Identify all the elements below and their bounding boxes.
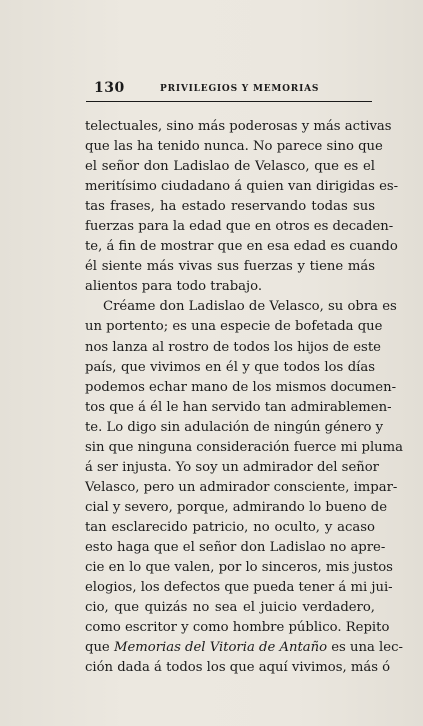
- book-title: Memorias del Vitoria de Antaño: [113, 640, 328, 656]
- text-line: tas frases, ha estado reservando todas sus: [85, 199, 375, 215]
- text-line: alientos para todo trabajo.: [85, 279, 263, 295]
- text-before-title: que: [85, 640, 114, 656]
- text-line: como escritor y como hombre público. Repito: [85, 620, 390, 636]
- text-line: elogios, los defectos que pueda tener á mi jui-: [85, 580, 393, 596]
- text-line: tos que á él le han servido tan admirablemen-: [85, 399, 392, 415]
- text-line: Velasco, pero un admirador consciente, impar-: [85, 479, 398, 495]
- text-line: país, que vivimos en él y que todos los días: [85, 359, 375, 375]
- text-line: telectuales, sino más poderosas y más activas: [85, 119, 392, 134]
- text-line: cial y severo, porque, admirando lo bueno de: [85, 499, 387, 515]
- text-line: un portento; es una especie de bofetada que: [85, 319, 383, 335]
- text-line: esto haga que el señor don Ladislao no apre-: [85, 539, 386, 555]
- text-line: nos lanza al rostro de todos los hijos de este: [85, 339, 381, 355]
- paragraph: [85, 117, 399, 297]
- text-after-title: es una lec-: [327, 640, 403, 656]
- paragraph: [85, 297, 404, 678]
- text-line: ción dada á todos los que aquí vivimos, más ó: [85, 660, 391, 676]
- text-line: te. Lo digo sin adulación de ningún género y: [85, 419, 384, 435]
- text-line: meritísimo ciudadano á quien van dirigidas es-: [85, 179, 399, 195]
- text-line: te, á fin de mostrar que en esa edad es cuando: [85, 239, 398, 255]
- text-line: podemos echar mano de los mismos documen-: [85, 379, 397, 395]
- running-title: PRIVILEGIOS Y MEMORIAS: [160, 84, 320, 94]
- text-line: que las ha tenido nunca. No parece sino que: [85, 139, 383, 155]
- text-line: tan esclarecido patricio, no oculto, y acaso: [85, 519, 375, 535]
- header-rule: [86, 101, 372, 102]
- body-text: [85, 117, 404, 678]
- page-header: [88, 80, 374, 96]
- text-line: sin que ninguna consideración fuerce mi pluma: [85, 439, 404, 455]
- text-line: cio, que quizás no sea el juicio verdadero,: [85, 600, 375, 616]
- page-number: 130: [94, 80, 125, 96]
- text-line-with-title: [85, 638, 403, 658]
- text-line: Créame don Ladislao de Velasco, su obra es: [103, 299, 397, 315]
- text-line: fuerzas para la edad que en otros es decaden-: [85, 219, 394, 235]
- text-line: el señor don Ladislao de Velasco, que es el: [85, 159, 375, 175]
- text-line: él siente más vivas sus fuerzas y tiene más: [85, 259, 375, 275]
- text-line: á ser injusta. Yo soy un admirador del señor: [85, 459, 379, 475]
- text-line: cie en lo que valen, por lo sinceros, mis justos: [85, 560, 393, 576]
